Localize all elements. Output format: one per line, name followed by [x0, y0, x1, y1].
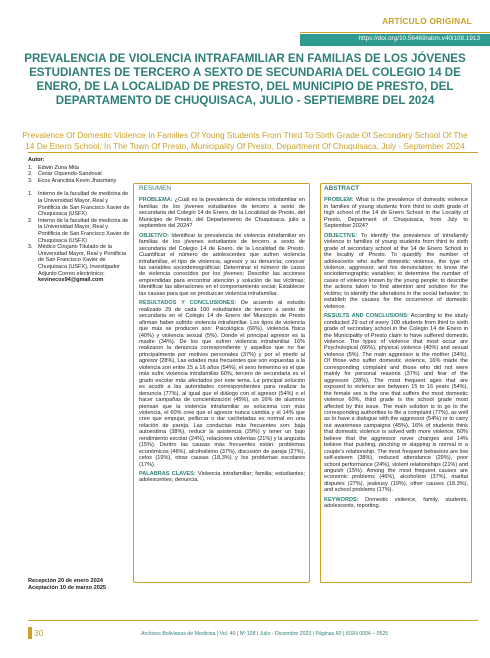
affiliation-item	[28, 191, 130, 217]
author-name: Cesar Oquendo-Sandoval	[38, 171, 102, 178]
keywords-text: Domestic violence, family, students, adolescents, reporting.	[324, 496, 468, 510]
problema-label: PROBLEMA:	[139, 197, 173, 204]
page-number: 30	[34, 628, 44, 638]
authors-heading: Autor:	[28, 157, 45, 163]
header-divider	[28, 152, 478, 153]
objetivo-label: OBJETIVO:	[139, 232, 169, 239]
problema-text: ¿Cuál es la prevalencia de violencia intrafamiliar en familias de los jóvenes estudiantes de tercero a sexto de secundaria del Colegio 14 de Enero, de la Localidad de Presto, del Municipio de Presto, del Departamento de Chuquisaca, julio a septiembre del 2024?	[139, 197, 305, 230]
page-number-marker	[28, 627, 32, 639]
objective-text: To identify the prevalence of intrafamily violence in families of young students from third to sixth grade of secondary school at the 14 de Enero School in the locality of Presto. To quantify the number of adolescents who suffer domestic violence, the type of violence, aggressor, and his denunciation; to know the sociodemographic variables; to determine the number of cases of violence known by the young people; to describe the actions taken to find attention and solution for the victims; to identify the alterations in the social behavior; to establish the causes for the occurrence of domestic violence.	[324, 232, 468, 310]
received-date: Recepción 20 de enero 2024	[28, 578, 103, 584]
resumen-section	[139, 186, 305, 487]
author-info	[28, 157, 130, 284]
article-type-badge	[300, 14, 490, 33]
affiliation-text: Interno de la facultad de medicina de la Universidad Mayor, Real y Pontificia de San Francisco Xavier de Chuquisaca (USFX)	[38, 217, 130, 244]
affiliation-item	[28, 218, 130, 244]
resumen-heading: RESUMEN	[139, 185, 171, 192]
author-email[interactable]: kevinecos94@gmail.com	[38, 277, 104, 284]
journal-footer: Archivos Bolivianos de Medicina | Vol. 40 | Nº 108 | Julio - Diciembre 2023 | Páginas 60 | ISSN 0004 – 0525	[141, 631, 389, 637]
results-label: RESULTS AND CONCLUSIONS:	[324, 313, 409, 320]
affiliation-number: 3.	[28, 244, 33, 251]
keywords-label: KEYWORDS:	[324, 496, 359, 503]
resultados-label: RESULTADOS Y CONCLUSIONES:	[139, 300, 237, 307]
article-subtitle: Prevalence Of Domestic Violence In Families Of Young Students From Third To Sixth Grade Of Secondary School Of The 14 De Enero School, In The Town Of Presto, Municipality Of Presto, Department Of Chuquisaca, July - September 2024	[22, 130, 468, 151]
author-name: Edwin Zuna Mita	[38, 164, 79, 171]
footer-divider	[28, 620, 478, 621]
author-item	[28, 171, 130, 178]
abstract-keywords	[324, 497, 468, 510]
resultados-text: De acuerdo al estudio realizado 29 de cada 100 estudiantes de tercero a sexto de secundaria en el Colegio 14 de Enero del Municipio de Presto afirman haber sufrido violencia intrafamiliar. Los tipos de violencia que más se producen son: Psicológica (66%), violencia física (40%) y violencia sexual (5%). Donde el principal agresor es la madre (34%). De los que sufren violencia intrafamiliar 16% realizaron la denuncia correspondiente y aquellos que no fue principalmente por motivos personales (37%) y por el miedo al agresor (28%), Las edades más frecuentes que son expuestas a la violencia son entre 15 a 16 años (54%), el sexo femenino es el que más sufre violencia intrafamiliar 60%, tercero de secundaria es el grado escolar más afectados por este tema. La principal solución es acudir a las autoridades correspondientes para realizar la denuncia (77%), al igual que el diálogo con el agresor (54%) o el hacer campañas de concientización (45%), un 16% de alumnos piensan que la violencia intrafamiliar se soluciona con más violencia, el 60% cree que el agresor nunca cambia y el 14% que cree que empujar, pellizcar o dar cachetadas es normal en una relación de pareja. Las conductas más frecuentes son: baja autoestima (38%), reducir la asistencia (29%) y tener un bajo rendimiento escolar (24%), relaciones violentas (21%) y la angustia (15%). Dentro las causas más frecuentes están: problemas económicos (46%), alcoholismo (37%), discusión de pareja (27%), celos (19%), otras causas (18,3%) y los problemas escolares (17%).	[139, 300, 305, 468]
problem-label: PROBLEM:	[324, 197, 354, 204]
author-item	[28, 178, 130, 185]
problem-text: What is the prevalence of domestic violence in families of young students from third to sixth grade of high school of the 14 de Enero School in the Locality of Presto, Department of Chuquisaca, from July to September 2024?	[324, 197, 469, 230]
resumen-problema	[139, 197, 305, 229]
author-name: Ecos Arancibia Kevin Jhasmany	[38, 177, 117, 184]
author-item	[28, 165, 130, 172]
doi-link[interactable]: https://doi.org/10.56469/abm.v40i108.1913	[358, 35, 480, 42]
author-number: 3.	[28, 177, 33, 184]
resumen-resultados	[139, 300, 305, 468]
palabras-label: PALABRAS CLAVES:	[139, 471, 196, 478]
accepted-date: Aceptación 10 de marzo 2025	[28, 585, 107, 591]
affiliation-item	[28, 244, 130, 277]
objective-label: OBJECTIVE:	[324, 232, 358, 239]
affiliation-text: Interno de la facultad de medicina de la Universidad Mayor, Real y Pontificia de San Francisco Xavier de Chuquisaca (USFX)	[38, 191, 130, 218]
abstract-results	[324, 313, 468, 494]
article-title: PREVALENCIA DE VIOLENCIA INTRAFAMILIAR EN FAMILIAS DE LOS JÓVENES ESTUDIANTES DE TERCERO A SEXTO DE SECUNDARIA DEL COLEGIO 14 DE ENERO, DE LA LOCALIDAD DE PRESTO, DEL MUNICIPIO DE PRESTO, DEL DEPARTAMENTO DE CHUQUISACA, JULIO - SEPTIEMBRE DEL 2024	[24, 52, 466, 107]
objetivo-text: Identificar la prevalencia de violencia intrafamiliar en familias de los jóvenes estudiantes de tercero a sexto de secundaria del Colegio 14 de Enero, de la Localidad de Presto. Cuantificar el número de adolescentes que sufren violencia intrafamiliar, el tipo de violencia, agresor y su denuncia; conocer las variables sociodemográficas; Determinar el número de casos de violencia conocidos por los jóvenes; Describir las acciones emprendidas para encontrar atención y solución de las víctimas; Identificar las alteraciones en el comportamiento social; Establecer las causas para que se produzcan violencia intrafamiliar.	[139, 232, 305, 297]
article-type-label: ARTÍCULO ORIGINAL	[382, 16, 472, 26]
author-number: 2.	[28, 171, 33, 178]
submission-dates	[28, 578, 138, 592]
affiliation-text: Médico Cirujano Titulado de la Universidad Mayor, Real y Pontificia de San Francisco Xavier de Chuquisaca (USFX), Investigador Adjunto Correo electrónico:	[38, 244, 127, 277]
abstract-problem	[324, 197, 468, 229]
results-text: According to the study conducted 29 out of every 100 students from third to sixth grade of secondary school in the Colegio 14 de Enero in the Municipality of Presto claim to have suffered domestic violence. The types of violence that most occur are Psychological (66%), physical violence (40%) and sexual violence (5%). The main aggressor is the mother (34%). Of those who suffer domestic violence, 16% made the corresponding complaint and those who did not were mainly for personal reasons (37%) and fear of the aggressor (28%), The most frequent ages that are exposed to violence are between 15 to 16 years (54%), the female sex is the one that suffers the most domestic violence 60%, third grade is the school grade most affected by this issue. The main solution is to go to the corresponding authorities to file a complaint (77%), as well as to have a dialogue with the aggressor (54%) or to carry out awareness campaigns (45%), 16% of students think that domestic violence is solved with more violence, 60% believe that the aggressor never changes and 14% believe that pushing, pinching or slapping is normal in a couple's relationship. The most frequent behaviors are low self-esteem (38%), reduced attendance (29%), poor school performance (24%), violent relationships (21%) and anguish (15%). Among the most frequent causes are economic problems (46%), alcoholism (37%), marital disputes (27%), jealousy (19%), other causes (18.3%), and school problems (17%).	[324, 313, 468, 494]
author-number: 1.	[28, 164, 33, 171]
affiliation-number: 1.	[28, 191, 33, 198]
resumen-palabras	[139, 471, 305, 484]
abstract-objective	[324, 233, 468, 310]
doi-bar[interactable]	[300, 34, 490, 46]
abstract-section	[324, 186, 468, 513]
abstract-heading: ABSTRACT	[324, 185, 360, 192]
palabras-text: Violencia intrafamiliar; familia; estudiantes; adolescentes; denuncia.	[139, 471, 305, 484]
resumen-objetivo	[139, 233, 305, 298]
affiliation-number: 2.	[28, 217, 33, 224]
